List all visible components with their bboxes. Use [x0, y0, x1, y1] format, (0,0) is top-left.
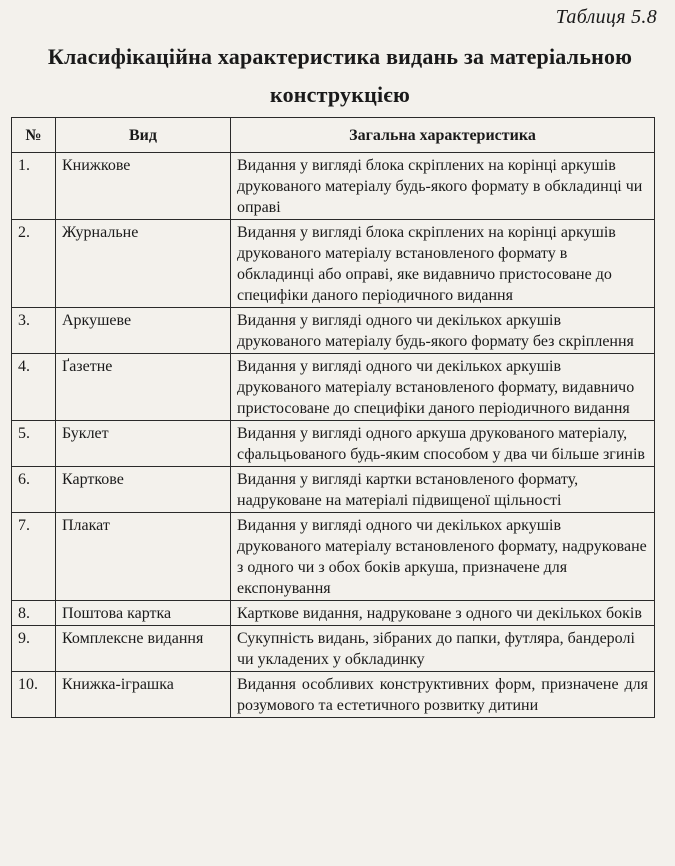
table-row [12, 467, 655, 513]
column-header-num: № [12, 118, 56, 153]
row-description: Видання у вигляді одного аркуша друкованого матеріалу, сфальцьованого будь-яким способом у два чи більше згинів [231, 421, 655, 467]
row-kind: Поштова картка [56, 601, 231, 626]
table-row [12, 626, 655, 672]
row-description: Карткове видання, надруковане з одного чи декількох боків [231, 601, 655, 626]
table-row [12, 421, 655, 467]
column-header-kind: Вид [56, 118, 231, 153]
table-row [12, 220, 655, 308]
row-kind: Плакат [56, 513, 231, 601]
row-description: Видання у вигляді одного чи декількох аркушів друкованого матеріалу будь-якого формату без скріплення [231, 308, 655, 354]
row-kind: Книжка-іграшка [56, 672, 231, 718]
row-number: 10. [12, 672, 56, 718]
table-number: Таблиця 5.8 [555, 6, 657, 28]
table-row [12, 601, 655, 626]
table-row [12, 513, 655, 601]
row-description: Видання у вигляді одного чи декількох аркушів друкованого матеріалу встановленого формату, видавничо пристосоване до специфіки даного періодичного видання [231, 354, 655, 421]
row-number: 2. [12, 220, 56, 308]
table-header-row [12, 118, 655, 153]
row-description: Сукупність видань, зібраних до папки, футляра, бандеролі чи укладених у обкладинку [231, 626, 655, 672]
column-header-description: Загальна характеристика [231, 118, 655, 153]
table-row [12, 354, 655, 421]
row-kind: Карткове [56, 467, 231, 513]
row-kind: Аркушеве [56, 308, 231, 354]
row-description: Видання у вигляді блока скріплених на корінці аркушів друкованого матеріалу будь-якого формату в обкладинці чи оправі [231, 153, 655, 220]
row-kind: Ґазетне [56, 354, 231, 421]
row-number: 8. [12, 601, 56, 626]
row-kind: Книжкове [56, 153, 231, 220]
row-number: 3. [12, 308, 56, 354]
row-kind: Комплексне видання [56, 626, 231, 672]
row-number: 7. [12, 513, 56, 601]
row-description: Видання у вигляді картки встановленого формату, надруковане на матеріалі підвищеної щільності [231, 467, 655, 513]
row-kind: Журнальне [56, 220, 231, 308]
row-kind: Буклет [56, 421, 231, 467]
classification-table [11, 117, 655, 718]
row-number: 1. [12, 153, 56, 220]
row-number: 9. [12, 626, 56, 672]
row-description: Видання особливих конструктивних форм, призначене для розумового та естетичного розвитку дитини [231, 672, 655, 718]
table-row [12, 308, 655, 354]
row-number: 4. [12, 354, 56, 421]
row-description: Видання у вигляді одного чи декількох аркушів друкованого матеріалу встановленого формату, надруковане з одного чи з обох боків аркуша, призначене для експонування [231, 513, 655, 601]
row-description: Видання у вигляді блока скріплених на корінці аркушів друкованого матеріалу встановленого формату в обкладинці або оправі, яке видавничо пристосоване до специфіки даного періодичного видання [231, 220, 655, 308]
table-row [12, 672, 655, 718]
row-number: 6. [12, 467, 56, 513]
row-number: 5. [12, 421, 56, 467]
table-row [12, 153, 655, 220]
table-title: Класифікаційна характеристика видань за матеріальною конструкцією [47, 44, 633, 107]
